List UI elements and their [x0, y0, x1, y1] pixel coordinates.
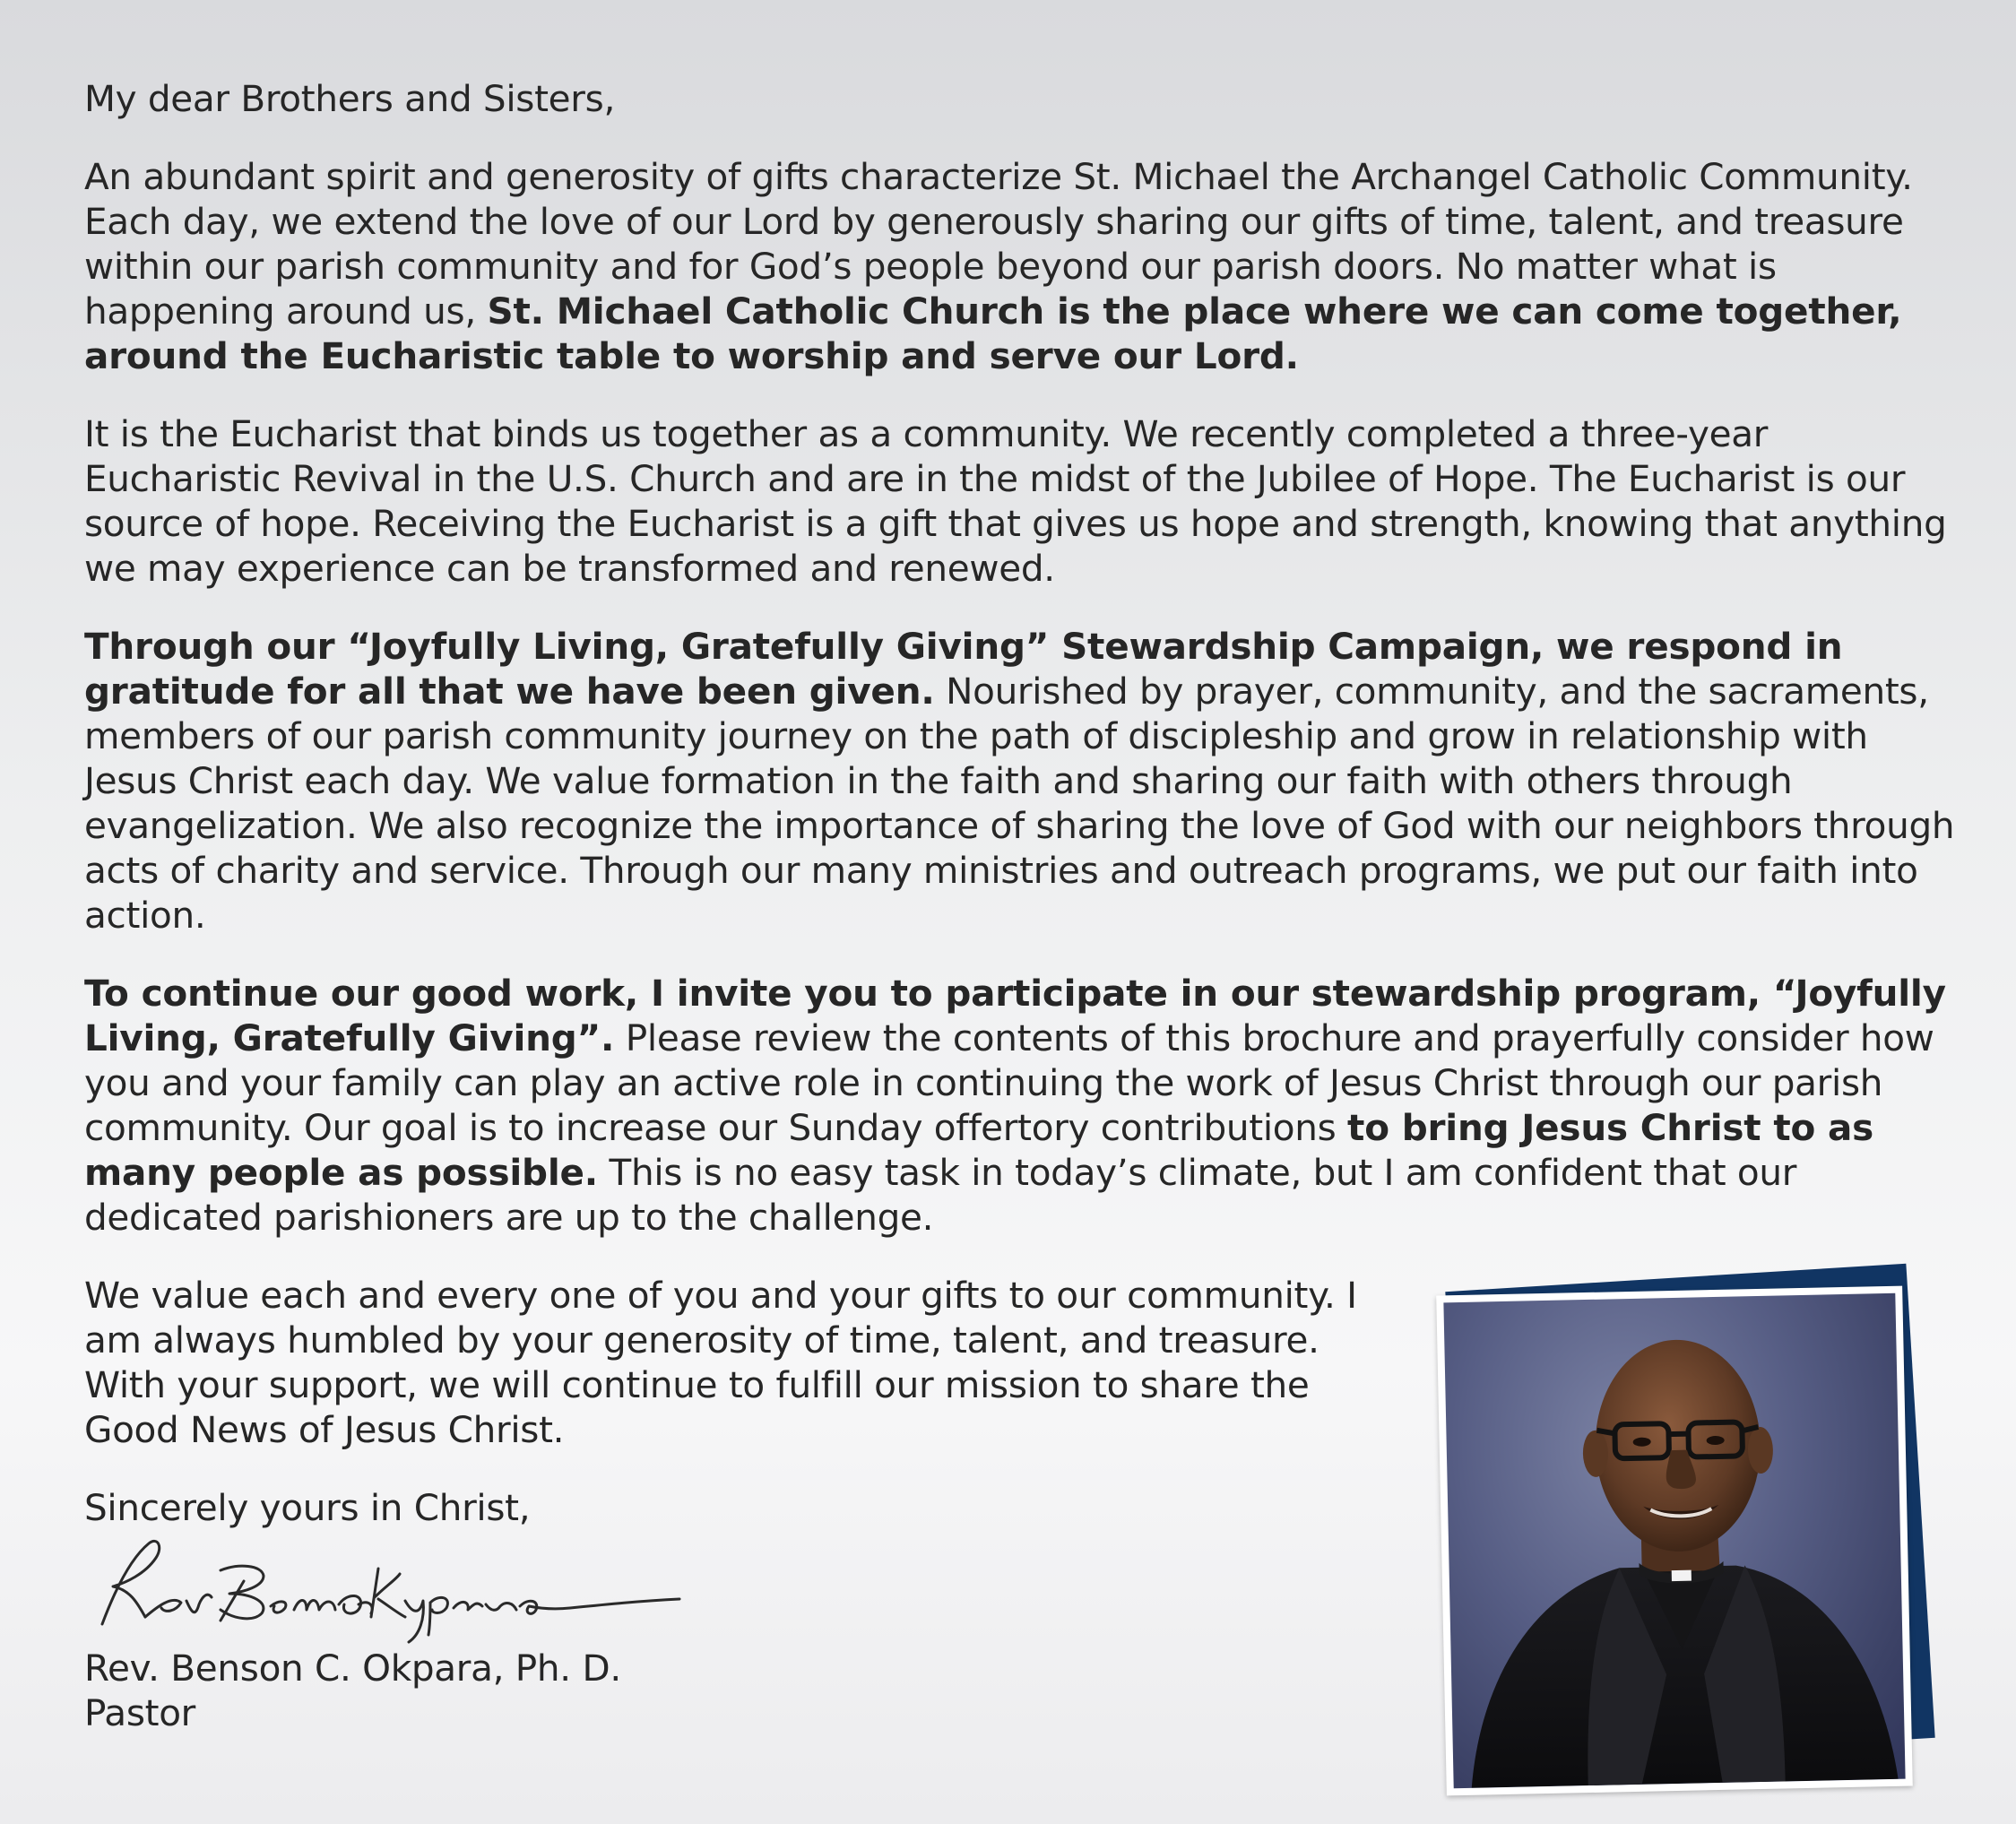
paragraph-3: [84, 624, 1958, 938]
closing-line: Sincerely yours in Christ,: [84, 1486, 531, 1529]
paragraph-4-emphasis: To continue our good work, I invite you to participate in our stewardship program, “Joyfully Living, Gratefully Giving”.: [84, 972, 1946, 1059]
paragraph-4: [84, 971, 1958, 1240]
paragraph-3-emphasis: Through our “Joyfully Living, Gratefully Giving” Stewardship Campaign, we respond in gratitude for all that we have been given.: [84, 625, 1843, 713]
signature-block: [84, 1646, 621, 1735]
salutation: My dear Brothers and Sisters,: [84, 77, 616, 120]
handwritten-signature: [86, 1524, 696, 1649]
paragraph-1-emphasis: St. Michael Catholic Church is the place where we can come together, around the Eucharistic table to worship and serve our Lord.: [84, 290, 1902, 377]
pastor-photo: [1432, 1259, 1943, 1802]
paragraph-3-text: Nourished by prayer, community, and the sacraments, members of our parish community journey on the path of discipleship and grow in relationship with Jesus Christ each day. We value formation in the faith and sharing our faith with others through evangelization. We also recognize the importance of sharing the love of God with our neighbors through acts of charity and service. Through our many ministries and outreach programs, we put our faith into action.: [84, 670, 1955, 937]
signer-name: Rev. Benson C. Okpara, Ph. D.: [84, 1647, 621, 1690]
paragraph-2: It is the Eucharist that binds us together as a community. We recently completed a three-year Eucharistic Revival in the U.S. Church and are in the midst of the Jubilee of Hope. The Eucharist is our source of hope. Receiving the Eucharist is a gift that gives us hope and strength, knowing that anything we may experience can be transformed and renewed.: [84, 412, 1947, 590]
pastor-portrait: [1443, 1293, 1905, 1788]
paragraph-4-text-2: This is no easy task in today’s climate, but I am confident that our dedicated parishioners are up to the challenge.: [84, 1151, 1797, 1239]
paragraph-1: [84, 154, 1958, 378]
portrait-illustration: [1443, 1293, 1905, 1788]
paragraph-4-text: Please review the contents of this brochure and prayerfully consider how you and your family can play an active role in continuing the work of Jesus Christ through our parish community. Our goal is to increase our Sunday offertory contributions: [84, 1016, 1934, 1149]
signer-title: Pastor: [84, 1691, 196, 1734]
paragraph-1-text: An abundant spirit and generosity of gifts characterize St. Michael the Archangel Catholic Community. Each day, we extend the love of our Lord by generously sharing our gifts of time, talent, and treasure within our parish community and for God’s people beyond our parish doors. No matter what is happening around us,: [84, 155, 1913, 333]
photo-frame: [1436, 1286, 1913, 1796]
paragraph-4-emphasis-2: to bring Jesus Christ to as many people as possible.: [84, 1106, 1874, 1194]
paragraph-5: We value each and every one of you and your gifts to our community. I am always humbled by your generosity of time, talent, and treasure. With your support, we will continue to fulfill our mission to share the Good News of Jesus Christ.: [84, 1274, 1357, 1451]
